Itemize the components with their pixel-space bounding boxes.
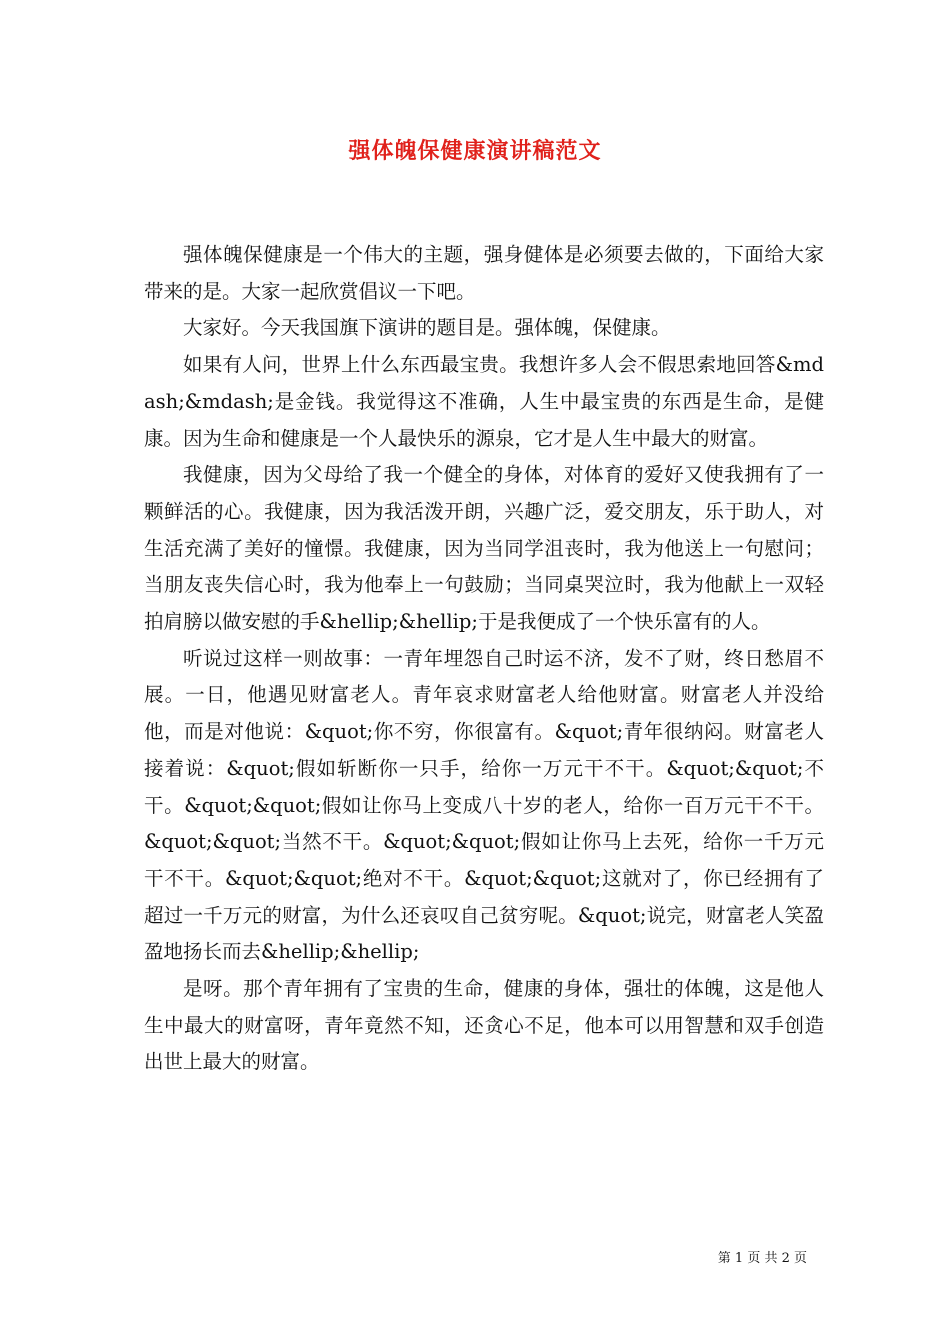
paragraph-my-health: 我健康，因为父母给了我一个健全的身体，对体育的爱好又使我拥有了一颗鲜活的心。我健康，因为我活泼开朗，兴趣广泛，爱交朋友，乐于助人，对生活充满了美好的憧憬。我健康，因为当同学沮丧时，我为他送上一句慰问；当朋友丧失信心时，我为他奉上一句鼓励；当同桌哭泣时，我为他献上一双轻拍肩膀以做安慰的手&hellip;&hellip;于是我便成了一个快乐富有的人。 bbox=[144, 463, 824, 634]
paragraph-intro: 强体魄保健康是一个伟大的主题，强身健体是必须要去做的，下面给大家带来的是。大家一起欣赏倡议一下吧。 bbox=[144, 243, 824, 303]
document-title: 强体魄保健康演讲稿范文 bbox=[348, 138, 602, 164]
paragraph-conclusion: 是呀。那个青年拥有了宝贵的生命，健康的身体，强壮的体魄，这是他人生中最大的财富呀，青年竟然不知，还贪心不足，他本可以用智慧和双手创造出世上最大的财富。 bbox=[144, 977, 824, 1074]
paragraph-question: 如果有人问，世界上什么东西最宝贵。我想许多人会不假思索地回答&mdash;&mdash;是金钱。我觉得这不准确，人生中最宝贵的东西是生命，是健康。因为生命和健康是一个人最快乐的源泉，它才是人生中最大的财富。 bbox=[144, 353, 824, 450]
page-number-footer: 第 1 页 共 2 页 bbox=[717, 1251, 807, 1266]
document-body bbox=[144, 237, 824, 1081]
paragraph-greeting: 大家好。今天我国旗下演讲的题目是。强体魄，保健康。 bbox=[183, 316, 671, 340]
paragraph-story: 听说过这样一则故事：一青年埋怨自己时运不济，发不了财，终日愁眉不展。一日，他遇见财富老人。青年哀求财富老人给他财富。财富老人并没给他，而是对他说：&quot;你不穷，你很富有。&quot;青年很纳闷。财富老人接着说：&quot;假如斩断你一只手，给你一万元干不干。&quot;&quot;不干。&quot;&quot;假如让你马上变成八十岁的老人，给你一百万元干不干。&quot;&quot;当然不干。&quot;&quot;假如让你马上去死，给你一千万元干不干。&quot;&quot;绝对不干。&quot;&quot;这就对了，你已经拥有了超过一千万元的财富，为什么还哀叹自己贫穷呢。&quot;说完，财富老人笑盈盈地扬长而去&hellip;&hellip; bbox=[144, 646, 824, 964]
